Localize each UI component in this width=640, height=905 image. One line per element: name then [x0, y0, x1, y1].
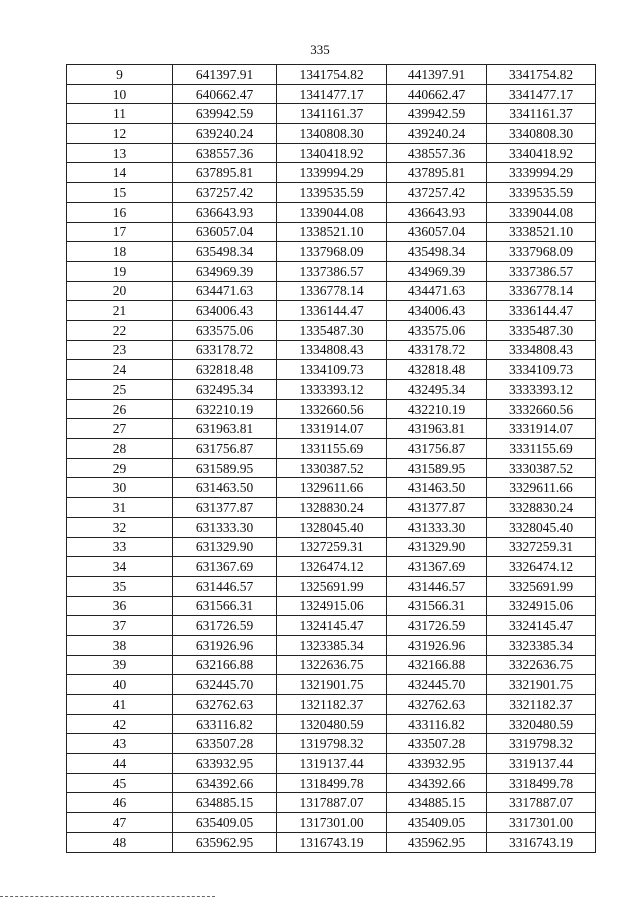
- point-number-cell: 32: [67, 517, 173, 537]
- point-number-cell: 45: [67, 773, 173, 793]
- y2-coordinate-cell: 3319798.32: [487, 734, 596, 754]
- point-number-cell: 34: [67, 557, 173, 577]
- x2-coordinate-cell: 431756.87: [387, 439, 487, 459]
- x-coordinate-cell: 633507.28: [173, 734, 277, 754]
- point-number-cell: 35: [67, 576, 173, 596]
- x2-coordinate-cell: 441397.91: [387, 65, 487, 85]
- y2-coordinate-cell: 3317301.00: [487, 813, 596, 833]
- x2-coordinate-cell: 434471.63: [387, 281, 487, 301]
- x2-coordinate-cell: 435962.95: [387, 832, 487, 852]
- y-coordinate-cell: 1322636.75: [277, 655, 387, 675]
- x2-coordinate-cell: 431926.96: [387, 635, 487, 655]
- y-coordinate-cell: 1337968.09: [277, 242, 387, 262]
- table-row: [67, 714, 596, 734]
- point-number-cell: 16: [67, 202, 173, 222]
- y-coordinate-cell: 1331914.07: [277, 419, 387, 439]
- x-coordinate-cell: 632818.48: [173, 360, 277, 380]
- table-row: [67, 340, 596, 360]
- x-coordinate-cell: 638557.36: [173, 143, 277, 163]
- x-coordinate-cell: 631463.50: [173, 478, 277, 498]
- point-number-cell: 47: [67, 813, 173, 833]
- x2-coordinate-cell: 433116.82: [387, 714, 487, 734]
- x-coordinate-cell: 634885.15: [173, 793, 277, 813]
- y-coordinate-cell: 1319798.32: [277, 734, 387, 754]
- y2-coordinate-cell: 3317887.07: [487, 793, 596, 813]
- point-number-cell: 24: [67, 360, 173, 380]
- table-row: [67, 734, 596, 754]
- x-coordinate-cell: 633932.95: [173, 754, 277, 774]
- y2-coordinate-cell: 3341754.82: [487, 65, 596, 85]
- x2-coordinate-cell: 432166.88: [387, 655, 487, 675]
- y-coordinate-cell: 1319137.44: [277, 754, 387, 774]
- y2-coordinate-cell: 3331914.07: [487, 419, 596, 439]
- y2-coordinate-cell: 3319137.44: [487, 754, 596, 774]
- x2-coordinate-cell: 431367.69: [387, 557, 487, 577]
- table-row: [67, 439, 596, 459]
- y-coordinate-cell: 1331155.69: [277, 439, 387, 459]
- x-coordinate-cell: 631926.96: [173, 635, 277, 655]
- x2-coordinate-cell: 432495.34: [387, 380, 487, 400]
- table-row: [67, 242, 596, 262]
- table-row: [67, 419, 596, 439]
- y-coordinate-cell: 1325691.99: [277, 576, 387, 596]
- x2-coordinate-cell: 437895.81: [387, 163, 487, 183]
- x2-coordinate-cell: 436057.04: [387, 222, 487, 242]
- y2-coordinate-cell: 3321182.37: [487, 695, 596, 715]
- table-row: [67, 84, 596, 104]
- x-coordinate-cell: 634006.43: [173, 301, 277, 321]
- y2-coordinate-cell: 3336144.47: [487, 301, 596, 321]
- x2-coordinate-cell: 432818.48: [387, 360, 487, 380]
- x2-coordinate-cell: 431377.87: [387, 498, 487, 518]
- x2-coordinate-cell: 432210.19: [387, 399, 487, 419]
- y-coordinate-cell: 1318499.78: [277, 773, 387, 793]
- point-number-cell: 30: [67, 478, 173, 498]
- x-coordinate-cell: 632445.70: [173, 675, 277, 695]
- y2-coordinate-cell: 3336778.14: [487, 281, 596, 301]
- point-number-cell: 10: [67, 84, 173, 104]
- y2-coordinate-cell: 3326474.12: [487, 557, 596, 577]
- table-row: [67, 261, 596, 281]
- x2-coordinate-cell: 433178.72: [387, 340, 487, 360]
- y2-coordinate-cell: 3332660.56: [487, 399, 596, 419]
- y2-coordinate-cell: 3325691.99: [487, 576, 596, 596]
- x2-coordinate-cell: 440662.47: [387, 84, 487, 104]
- y-coordinate-cell: 1341477.17: [277, 84, 387, 104]
- x2-coordinate-cell: 434885.15: [387, 793, 487, 813]
- x2-coordinate-cell: 432762.63: [387, 695, 487, 715]
- y-coordinate-cell: 1317301.00: [277, 813, 387, 833]
- y-coordinate-cell: 1340808.30: [277, 124, 387, 144]
- x-coordinate-cell: 633178.72: [173, 340, 277, 360]
- table-row: [67, 380, 596, 400]
- point-number-cell: 14: [67, 163, 173, 183]
- point-number-cell: 42: [67, 714, 173, 734]
- point-number-cell: 19: [67, 261, 173, 281]
- y-coordinate-cell: 1328830.24: [277, 498, 387, 518]
- x-coordinate-cell: 631329.90: [173, 537, 277, 557]
- x-coordinate-cell: 631726.59: [173, 616, 277, 636]
- y-coordinate-cell: 1341161.37: [277, 104, 387, 124]
- y-coordinate-cell: 1333393.12: [277, 380, 387, 400]
- point-number-cell: 29: [67, 458, 173, 478]
- table-row: [67, 399, 596, 419]
- x-coordinate-cell: 631446.57: [173, 576, 277, 596]
- point-number-cell: 39: [67, 655, 173, 675]
- y2-coordinate-cell: 3337968.09: [487, 242, 596, 262]
- table-row: [67, 281, 596, 301]
- x2-coordinate-cell: 438557.36: [387, 143, 487, 163]
- table-row: [67, 163, 596, 183]
- y-coordinate-cell: 1334109.73: [277, 360, 387, 380]
- table-row: [67, 124, 596, 144]
- point-number-cell: 18: [67, 242, 173, 262]
- y2-coordinate-cell: 3328830.24: [487, 498, 596, 518]
- y-coordinate-cell: 1327259.31: [277, 537, 387, 557]
- x2-coordinate-cell: 434392.66: [387, 773, 487, 793]
- y-coordinate-cell: 1338521.10: [277, 222, 387, 242]
- y2-coordinate-cell: 3320480.59: [487, 714, 596, 734]
- y-coordinate-cell: 1324915.06: [277, 596, 387, 616]
- y-coordinate-cell: 1339994.29: [277, 163, 387, 183]
- table-row: [67, 655, 596, 675]
- x2-coordinate-cell: 435409.05: [387, 813, 487, 833]
- y2-coordinate-cell: 3323385.34: [487, 635, 596, 655]
- table-row: [67, 498, 596, 518]
- table-row: [67, 65, 596, 85]
- y2-coordinate-cell: 3329611.66: [487, 478, 596, 498]
- y-coordinate-cell: 1321901.75: [277, 675, 387, 695]
- x2-coordinate-cell: 433932.95: [387, 754, 487, 774]
- table-row: [67, 675, 596, 695]
- x-coordinate-cell: 632495.34: [173, 380, 277, 400]
- y-coordinate-cell: 1341754.82: [277, 65, 387, 85]
- x-coordinate-cell: 634392.66: [173, 773, 277, 793]
- point-number-cell: 48: [67, 832, 173, 852]
- y-coordinate-cell: 1317887.07: [277, 793, 387, 813]
- x-coordinate-cell: 631589.95: [173, 458, 277, 478]
- x2-coordinate-cell: 436643.93: [387, 202, 487, 222]
- point-number-cell: 20: [67, 281, 173, 301]
- footer-rule: [0, 896, 215, 897]
- y-coordinate-cell: 1316743.19: [277, 832, 387, 852]
- x-coordinate-cell: 639240.24: [173, 124, 277, 144]
- x-coordinate-cell: 635498.34: [173, 242, 277, 262]
- point-number-cell: 23: [67, 340, 173, 360]
- x2-coordinate-cell: 431463.50: [387, 478, 487, 498]
- y2-coordinate-cell: 3324145.47: [487, 616, 596, 636]
- x-coordinate-cell: 631367.69: [173, 557, 277, 577]
- point-number-cell: 36: [67, 596, 173, 616]
- x-coordinate-cell: 631566.31: [173, 596, 277, 616]
- y2-coordinate-cell: 3318499.78: [487, 773, 596, 793]
- table-row: [67, 596, 596, 616]
- x-coordinate-cell: 639942.59: [173, 104, 277, 124]
- y-coordinate-cell: 1339535.59: [277, 183, 387, 203]
- x-coordinate-cell: 632166.88: [173, 655, 277, 675]
- x2-coordinate-cell: 431566.31: [387, 596, 487, 616]
- table-row: [67, 773, 596, 793]
- y2-coordinate-cell: 3322636.75: [487, 655, 596, 675]
- x-coordinate-cell: 633116.82: [173, 714, 277, 734]
- point-number-cell: 12: [67, 124, 173, 144]
- table-row: [67, 813, 596, 833]
- y2-coordinate-cell: 3341161.37: [487, 104, 596, 124]
- x2-coordinate-cell: 434006.43: [387, 301, 487, 321]
- y2-coordinate-cell: 3327259.31: [487, 537, 596, 557]
- x2-coordinate-cell: 437257.42: [387, 183, 487, 203]
- point-number-cell: 27: [67, 419, 173, 439]
- x2-coordinate-cell: 431446.57: [387, 576, 487, 596]
- y2-coordinate-cell: 3340808.30: [487, 124, 596, 144]
- y-coordinate-cell: 1335487.30: [277, 320, 387, 340]
- y-coordinate-cell: 1321182.37: [277, 695, 387, 715]
- point-number-cell: 41: [67, 695, 173, 715]
- y2-coordinate-cell: 3337386.57: [487, 261, 596, 281]
- x2-coordinate-cell: 439240.24: [387, 124, 487, 144]
- y2-coordinate-cell: 3341477.17: [487, 84, 596, 104]
- x-coordinate-cell: 632762.63: [173, 695, 277, 715]
- point-number-cell: 17: [67, 222, 173, 242]
- point-number-cell: 38: [67, 635, 173, 655]
- table-row: [67, 754, 596, 774]
- table-body: [67, 65, 596, 853]
- y-coordinate-cell: 1332660.56: [277, 399, 387, 419]
- x-coordinate-cell: 640662.47: [173, 84, 277, 104]
- y2-coordinate-cell: 3316743.19: [487, 832, 596, 852]
- y2-coordinate-cell: 3331155.69: [487, 439, 596, 459]
- y-coordinate-cell: 1320480.59: [277, 714, 387, 734]
- x-coordinate-cell: 631333.30: [173, 517, 277, 537]
- y-coordinate-cell: 1329611.66: [277, 478, 387, 498]
- x-coordinate-cell: 634471.63: [173, 281, 277, 301]
- y-coordinate-cell: 1336144.47: [277, 301, 387, 321]
- x2-coordinate-cell: 432445.70: [387, 675, 487, 695]
- x2-coordinate-cell: 435498.34: [387, 242, 487, 262]
- y-coordinate-cell: 1328045.40: [277, 517, 387, 537]
- y2-coordinate-cell: 3339044.08: [487, 202, 596, 222]
- y-coordinate-cell: 1336778.14: [277, 281, 387, 301]
- point-number-cell: 46: [67, 793, 173, 813]
- table-row: [67, 695, 596, 715]
- y2-coordinate-cell: 3339994.29: [487, 163, 596, 183]
- x-coordinate-cell: 631377.87: [173, 498, 277, 518]
- y-coordinate-cell: 1326474.12: [277, 557, 387, 577]
- point-number-cell: 26: [67, 399, 173, 419]
- table-row: [67, 183, 596, 203]
- x2-coordinate-cell: 431589.95: [387, 458, 487, 478]
- y2-coordinate-cell: 3333393.12: [487, 380, 596, 400]
- x2-coordinate-cell: 433575.06: [387, 320, 487, 340]
- x-coordinate-cell: 633575.06: [173, 320, 277, 340]
- x2-coordinate-cell: 439942.59: [387, 104, 487, 124]
- point-number-cell: 28: [67, 439, 173, 459]
- x2-coordinate-cell: 433507.28: [387, 734, 487, 754]
- y2-coordinate-cell: 3328045.40: [487, 517, 596, 537]
- point-number-cell: 15: [67, 183, 173, 203]
- y-coordinate-cell: 1324145.47: [277, 616, 387, 636]
- point-number-cell: 25: [67, 380, 173, 400]
- y2-coordinate-cell: 3334808.43: [487, 340, 596, 360]
- x2-coordinate-cell: 431329.90: [387, 537, 487, 557]
- x-coordinate-cell: 641397.91: [173, 65, 277, 85]
- y2-coordinate-cell: 3324915.06: [487, 596, 596, 616]
- y2-coordinate-cell: 3340418.92: [487, 143, 596, 163]
- page-number: 335: [310, 42, 330, 57]
- point-number-cell: 33: [67, 537, 173, 557]
- coordinate-table: [66, 64, 596, 853]
- y2-coordinate-cell: 3338521.10: [487, 222, 596, 242]
- point-number-cell: 13: [67, 143, 173, 163]
- table-row: [67, 635, 596, 655]
- table-row: [67, 832, 596, 852]
- table-row: [67, 557, 596, 577]
- table-row: [67, 458, 596, 478]
- table-row: [67, 301, 596, 321]
- table-row: [67, 537, 596, 557]
- x-coordinate-cell: 636057.04: [173, 222, 277, 242]
- table-row: [67, 143, 596, 163]
- table-row: [67, 576, 596, 596]
- x2-coordinate-cell: 431726.59: [387, 616, 487, 636]
- x-coordinate-cell: 635962.95: [173, 832, 277, 852]
- point-number-cell: 11: [67, 104, 173, 124]
- x-coordinate-cell: 634969.39: [173, 261, 277, 281]
- y-coordinate-cell: 1330387.52: [277, 458, 387, 478]
- x-coordinate-cell: 637257.42: [173, 183, 277, 203]
- point-number-cell: 9: [67, 65, 173, 85]
- table-row: [67, 320, 596, 340]
- table-row: [67, 478, 596, 498]
- x-coordinate-cell: 636643.93: [173, 202, 277, 222]
- y-coordinate-cell: 1337386.57: [277, 261, 387, 281]
- x-coordinate-cell: 637895.81: [173, 163, 277, 183]
- y-coordinate-cell: 1340418.92: [277, 143, 387, 163]
- table-row: [67, 616, 596, 636]
- table-row: [67, 202, 596, 222]
- point-number-cell: 37: [67, 616, 173, 636]
- table-row: [67, 360, 596, 380]
- y2-coordinate-cell: 3321901.75: [487, 675, 596, 695]
- x2-coordinate-cell: 431963.81: [387, 419, 487, 439]
- x2-coordinate-cell: 434969.39: [387, 261, 487, 281]
- point-number-cell: 44: [67, 754, 173, 774]
- y2-coordinate-cell: 3335487.30: [487, 320, 596, 340]
- table-row: [67, 793, 596, 813]
- point-number-cell: 40: [67, 675, 173, 695]
- point-number-cell: 21: [67, 301, 173, 321]
- table-row: [67, 517, 596, 537]
- point-number-cell: 22: [67, 320, 173, 340]
- x-coordinate-cell: 631963.81: [173, 419, 277, 439]
- y2-coordinate-cell: 3330387.52: [487, 458, 596, 478]
- point-number-cell: 43: [67, 734, 173, 754]
- x-coordinate-cell: 635409.05: [173, 813, 277, 833]
- y-coordinate-cell: 1323385.34: [277, 635, 387, 655]
- table-row: [67, 222, 596, 242]
- y2-coordinate-cell: 3334109.73: [487, 360, 596, 380]
- x2-coordinate-cell: 431333.30: [387, 517, 487, 537]
- point-number-cell: 31: [67, 498, 173, 518]
- y-coordinate-cell: 1334808.43: [277, 340, 387, 360]
- x-coordinate-cell: 632210.19: [173, 399, 277, 419]
- y-coordinate-cell: 1339044.08: [277, 202, 387, 222]
- x-coordinate-cell: 631756.87: [173, 439, 277, 459]
- table-row: [67, 104, 596, 124]
- y2-coordinate-cell: 3339535.59: [487, 183, 596, 203]
